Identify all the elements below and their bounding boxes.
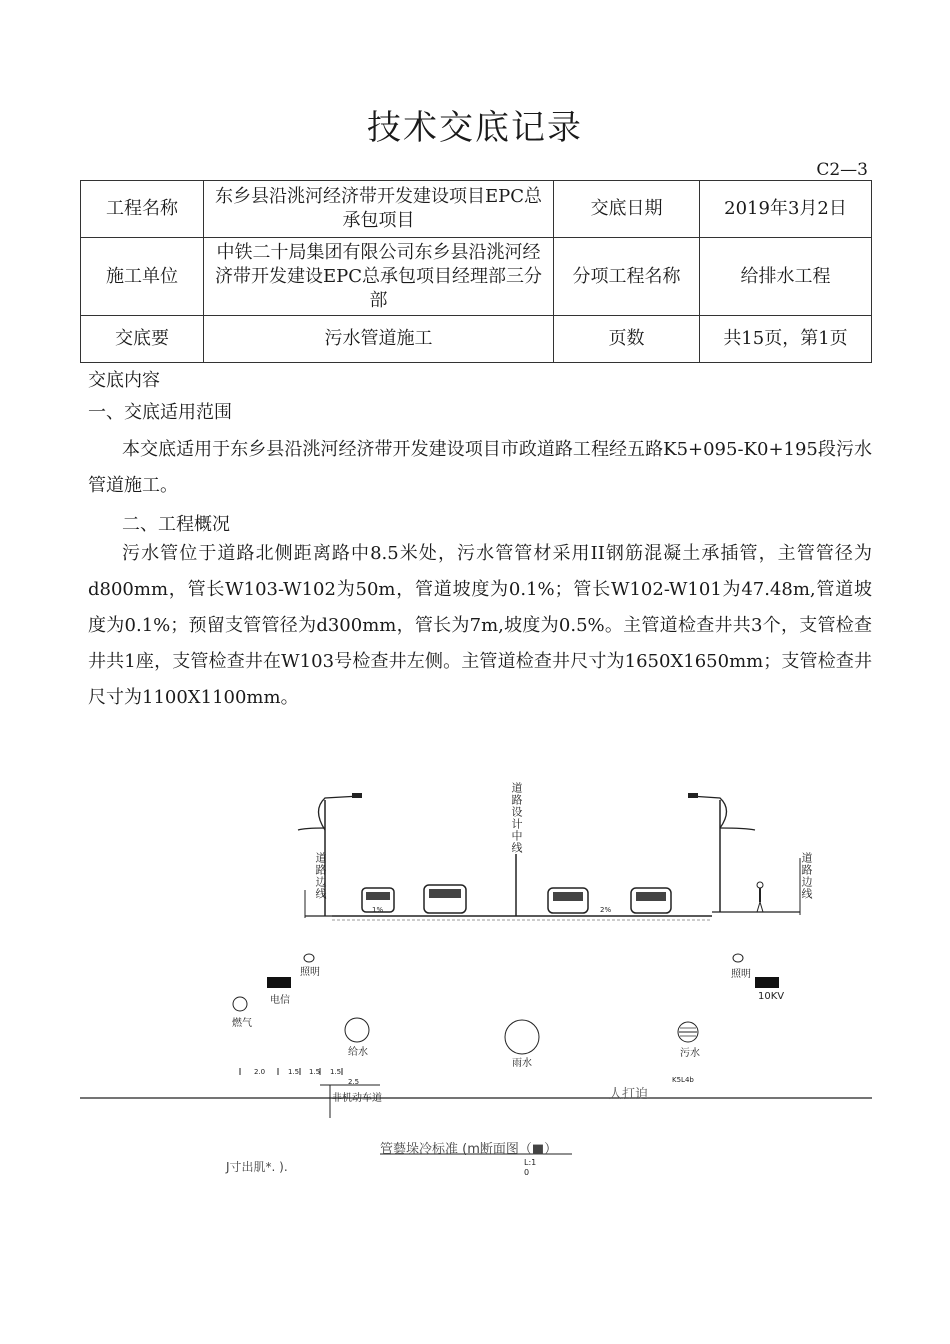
- subproject-label: 分项工程名称: [554, 238, 700, 316]
- power-label: 10KV: [758, 991, 785, 1002]
- sewage-pipe: [678, 1022, 698, 1042]
- dim-label-2: 1.5: [288, 1068, 300, 1076]
- street-lamp-right: [688, 793, 755, 912]
- section1-text: 本交底适用于东乡县沿洮河经济带开发建设项目市政道路工程经五路K5+095-K0+195段污水管道施工。: [88, 439, 872, 496]
- section2-text: 污水管位于道路北侧距离路中8.5米处，污水管管材采用II钢筋混凝土承插管，主管管径为d800mm，管长W103-W102为50m，管道坡度为0.1%；管长W102-W101为47.48m,管道坡度为0.1%；预留支管管径为d300mm，管长为7m,坡度为0.5%。主管道检查井共3个，支管检查井共1座，支管检查井在W103号检查井左侧。主管道检查井尺寸为1650X1650mm；支管检查井尺寸为1100X1100mm。: [88, 543, 872, 708]
- lighting-cable-left: [304, 954, 314, 962]
- road-cross-section-diagram: [0, 770, 950, 1190]
- sewage-label: 污水: [680, 1048, 700, 1059]
- topic-label: 交底要: [81, 316, 204, 363]
- street-lamp-left: [298, 793, 362, 916]
- telecom-label: 电信: [270, 995, 290, 1006]
- content-heading: 交底内容: [88, 370, 160, 391]
- section1-heading: 一、交底适用范围: [88, 402, 232, 423]
- water-supply-pipe: [345, 1018, 369, 1042]
- center-line-label: 道路设计中线: [510, 782, 523, 854]
- diagram-footnote: J寸出肌*. ).: [226, 1160, 288, 1174]
- scale-bottom: 0: [524, 1168, 530, 1177]
- telecom-duct: [267, 977, 291, 988]
- pages-value: 共15页，第1页: [700, 316, 872, 363]
- dim-label-small: 2.5: [348, 1078, 360, 1086]
- pages-label: 页数: [554, 316, 700, 363]
- slope-label-2: 2%: [600, 906, 612, 914]
- scale-top: L:1: [524, 1158, 537, 1167]
- dim-label-3: 1.5: [309, 1068, 321, 1076]
- center-note: K5L4b: [672, 1076, 694, 1084]
- road-edge-label-left: 道路边线: [314, 852, 327, 900]
- info-table: [80, 180, 872, 363]
- power-duct: [755, 977, 779, 988]
- water-supply-label: 给水: [348, 1047, 368, 1058]
- lighting-label-left: 照明: [300, 967, 320, 978]
- dim-label-4: 1.5: [330, 1068, 342, 1076]
- unit-value: 中铁二十局集团有限公司东乡县沿洮河经济带开发建设EPC总承包项目经理部三分部: [204, 238, 554, 316]
- pedestrian-figure: [757, 882, 763, 912]
- car-2: [424, 885, 466, 913]
- unit-label: 施工单位: [81, 238, 204, 316]
- page-title: 技术交底记录: [367, 108, 583, 148]
- lighting-cable-right: [733, 954, 743, 962]
- car-3: [548, 888, 588, 913]
- lighting-label-right: 照明: [731, 969, 751, 980]
- gas-pipe: [233, 997, 247, 1011]
- dim-label-1: 2.0: [254, 1068, 266, 1076]
- form-code: C2—3: [816, 160, 868, 180]
- road-edge-label-right: 道路边线: [800, 852, 813, 900]
- subproject-value: 给排水工程: [700, 238, 872, 316]
- project-name-value: 东乡县沿洮河经济带开发建设项目EPC总承包项目: [204, 181, 554, 238]
- topic-value: 污水管道施工: [204, 316, 554, 363]
- rain-label: 雨水: [512, 1058, 532, 1069]
- project-name-label: 工程名称: [81, 181, 204, 238]
- date-label: 交底日期: [554, 181, 700, 238]
- slope-label-1: 1%: [372, 906, 384, 914]
- lane-label: 非机动车道: [332, 1093, 382, 1104]
- right-note: 人打迫: [609, 1087, 649, 1102]
- car-4: [631, 888, 671, 913]
- gas-label: 燃气: [232, 1018, 252, 1029]
- diagram-caption: 管藝垛冷标准 (m断面图（■）: [380, 1142, 558, 1157]
- date-value: 2019年3月2日: [700, 181, 872, 238]
- rain-pipe: [505, 1020, 539, 1054]
- section2-heading: 二、工程概况: [122, 514, 230, 535]
